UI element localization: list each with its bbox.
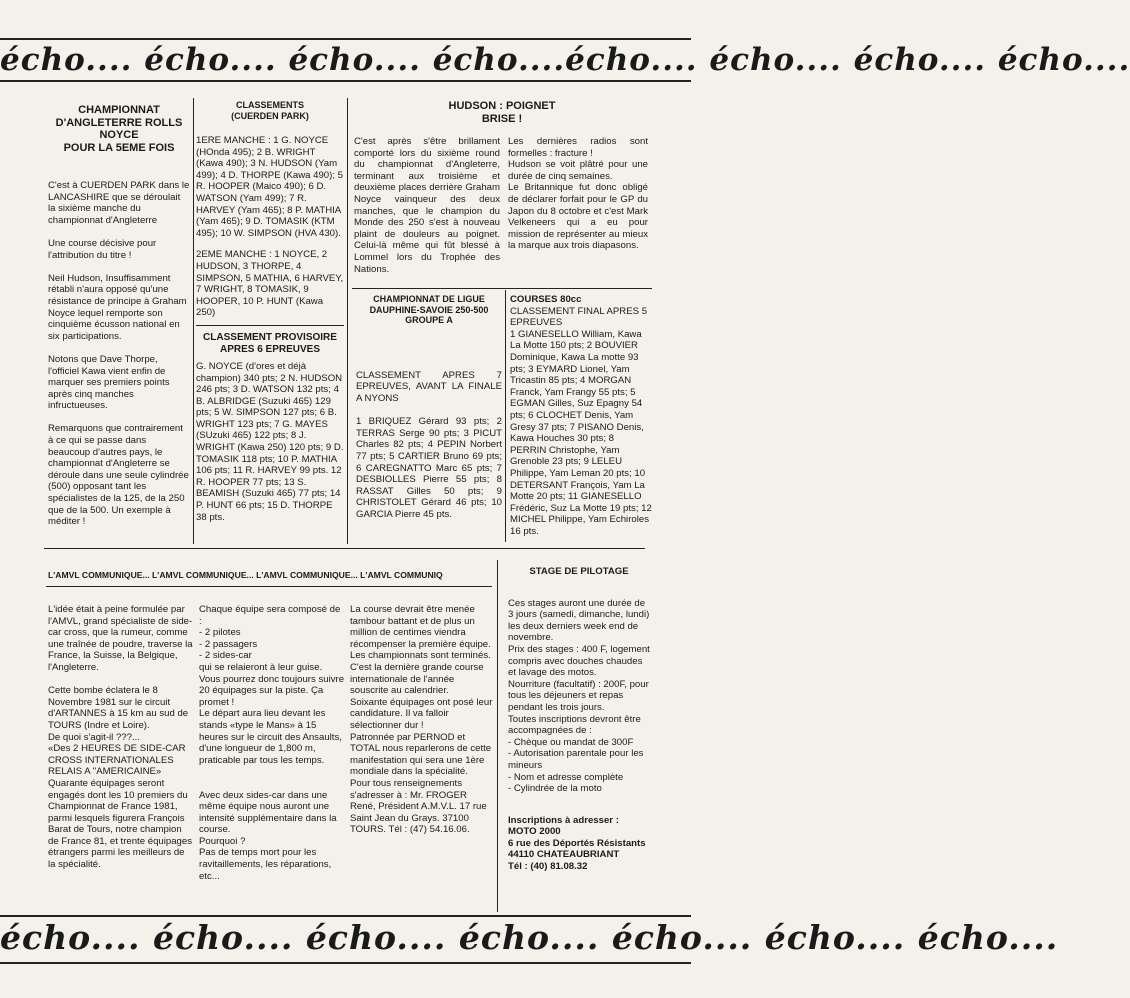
amvl-col2	[199, 604, 345, 912]
column-divider	[505, 290, 506, 542]
column-divider	[497, 560, 498, 912]
column-divider	[347, 98, 348, 544]
courses80-title: COURSES 80cc	[510, 294, 582, 305]
hudson-body-right-col	[508, 136, 648, 286]
courses80-results: 1 GIANESELLO William, Kawa La Motte 150 pts; 2 BOUVIER Dominique, Kawa La motte 93 pts; 3 EYMARD Lionel, Yam Tricastin 85 pts; 4 MORGAN Franck, Yam Frangy 55 pts; 5 EGMAN Gilles, Suz Epagny 54 pts; 6 CLOCHET Denis, Yam Gresy 37 pts; 7 PISANO Denis, Kawa Houches 30 pts; 8 PERRIN Christophe, Yam Grenoble 23 pts; 9 LELEU Philippe, Yam Leman 20 pts; 10 DETERSANT François, Yam La Motte 20 pts; 11 GIANESELLO Frédéric, Suz La Motte 19 pts; 12 MICHEL Philippe, Yam Echiroles 16 pts.	[510, 328, 652, 537]
courses80-article	[510, 294, 652, 544]
section-rule	[352, 288, 652, 289]
ligue-results: 1 BRIQUEZ Gérard 93 pts; 2 TERRAS Serge 90 pts; 3 PICUT Charles 82 pts; 4 PEPIN Norbert 77 pts; 5 CARTIER Bruno 69 pts; 6 CAREGNATTO Marc 65 pts; 7 DESBIOLLES Pierre 55 pts; 8 RASSAT Gilles 50 pts; 9 CHRISTOLET Gérard 46 pts; 10 GARCIA Pierre 45 pts.	[356, 416, 502, 521]
manche2-results: 2EME MANCHE : 1 NOYCE, 2 HUDSON, 3 THORPE, 4 SIMPSON, 5 MATHIA, 6 HARVEY, 7 WRIGHT, 8 TOMASIK, 9 HOOPER, 10 P. HUNT (Kawa 250)	[196, 249, 344, 319]
amvl-body-2: Chaque équipe sera composé de : - 2 pilotes - 2 passagers - 2 sides-car qui se relaieront à leur guise. Vous pourrez donc toujours suivre 20 équipages sur la piste. Ça promet ! Le départ aura lieu devant les stands «type le Mans» à 15 heures sur le circuit des Ansaults, d'une longueur de 1,800 m, praticable par tous les temps. Avec deux sides-car dans une même équipe nous auront une intensité supplémentaire dans la course. Pourquoi ? Pas de temps mort pour les ravitaillements, les réparations, etc...	[199, 604, 345, 882]
noyce-title: CHAMPIONNAT D'ANGLETERRE ROLLS NOYCE POUR LA 5EME FOIS	[55, 104, 183, 154]
amvl-body-1: L'idée était à peine formulée par l'AMVL, grand spécialiste de side-car cross, que la rumeur, comme une traînée de poudre, traverse la France, la Suisse, la Belgique, l'Angleterre. Cette bombe éclatera le 8 Novembre 1981 sur le circuit d'ARTANNES à 15 km au sud de TOURS (Indre et Loire). De quoi s'agit-il ???... «Des 2 HEURES DE SIDE-CAR CROSS INTERNATIONALES RELAIS A "AMERICAINE» Quarante équipages seront engagés dont les 10 premiers du Championnat de France 1981, parmi lesquels figurera François Barat de Tours, notre champion de France 81, et trente équipages étrangers parmi les meilleurs de la spécialité.	[48, 604, 193, 871]
middle-rule	[44, 548, 645, 549]
hudson-body-left: C'est après s'être brillament comporté lors du sixième round du championnat d'Angleterre, terminant aux troisième et deuxième places derrière Graham Noyce vainqueur des deux manches, que le champion du Monde des 250 s'est à nouveau plaint de douleurs au poignet. Celui-là même qui fût blessé à Lommel lors du Trophée des Nations.	[354, 136, 500, 275]
stage-address: Inscriptions à adresser : MOTO 2000 6 rue des Déportés Résistants 44110 CHATEAUBRIANT Tél : (40) 81.08.32	[508, 814, 646, 873]
stage-body: Ces stages auront une durée de 3 jours (samedi, dimanche, lundi) les deux derniers week end de novembre. Prix des stages : 400 F, logement compris avec douches chaudes et lavage des motos. Nourriture (facultatif) : 200F, pour tous les déjeuners et repas pendant les trois jours. Toutes inscriptions devront être accompagnées de : - Chèque ou mandat de 300F - Autorisation parentale pour les mineurs - Nom et adresse complète - Cylindrée de la moto	[508, 597, 650, 795]
stage-title: STAGE DE PILOTAGE	[529, 566, 629, 577]
provisoire-title: CLASSEMENT PROVISOIRE APRES 6 EPREUVES	[203, 331, 337, 356]
ligue-title: CHAMPIONNAT DE LIGUE DAUPHINE-SAVOIE 250-500 GROUPE A	[369, 294, 489, 325]
echo-banner-bottom: écho.... écho.... écho.... écho.... écho.... écho.... écho....	[0, 918, 1059, 957]
amvl-col3	[350, 604, 494, 912]
echo-banner-top: écho.... écho.... écho.... écho....écho.... écho.... écho.... écho....	[0, 42, 1130, 78]
amvl-rule	[46, 586, 492, 587]
ligue-subtitle: CLASSEMENT APRES 7 EPREUVES, AVANT LA FINALE A NYONS	[356, 369, 502, 404]
amvl-col1	[48, 604, 194, 912]
classements-article	[196, 100, 344, 545]
courses80-subtitle: CLASSEMENT FINAL APRES 5 EPREUVES	[510, 305, 648, 329]
bottom-rule-lower	[0, 962, 691, 964]
hudson-body-left-col	[354, 136, 500, 286]
classements-title: CLASSEMENTS (CUERDEN PARK)	[231, 100, 309, 121]
amvl-ticker: L'AMVL COMMUNIQUE... L'AMVL COMMUNIQUE... L'AMVL COMMUNIQUE... L'AMVL COMMUNIQ	[48, 570, 443, 580]
amvl-body-3: La course devrait être menée tambour battant et de plus un million de centimes viendra récompenser la première équipe. Les championnats sont terminés. C'est la dernière grande course internationale de l'année souscrite au calendrier. Soixante équipages ont posé leur candidature. Il va falloir sélectionner dur ! Patronnée par PERNOD et TOTAL nous reparlerons de cette manifestation qui sera une 1ère mondiale dans la spécialité. Pour tous renseignements s'adresser à : Mr. FROGER René, Président A.M.V.L. 17 rue Saint Jean du Grays. 37100 TOURS. Tél : (47) 54.16.06.	[350, 604, 493, 836]
provisoire-rule	[196, 325, 344, 326]
ligue-article	[356, 294, 502, 542]
provisoire-results: G. NOYCE (d'ores et déjà champion) 340 pts; 2 N. HUDSON 246 pts; 3 D. WATSON 132 pts; 4 B. ALBRIDGE (Suzuki 465) 129 pts; 5 W. SIMPSON 127 pts; 6 B. WRIGHT 123 pts; 7 G. MAYES (SUzuki 465) 122 pts; 8 J. WRIGHT (Kawa 250) 120 pts; 9 D. TOMASIK 118 pts; 10 P. MATHIA 106 pts; 11 R. HARVEY 99 pts. 12 R. HOOPER 77 pts; 13 S. BEAMISH (Suzuki 465) 77 pts; 14 P. HUNT 66 pts; 15 D. THORPE 38 pts.	[196, 360, 344, 523]
top-rule-lower	[0, 80, 691, 82]
column-divider	[193, 98, 194, 544]
noyce-article	[48, 104, 190, 549]
hudson-body-right: Les dernières radios sont formelles : fracture ! Hudson se voit plâtré pour une durée de cinq semaines. Le Britannique fut donc obligé de déclarer forfait pour le GP du Japon du 8 octobre et c'est Mark Velkeneers qui a eu pour mission de représenter au mieux la marque aux trois diapasons.	[508, 136, 648, 252]
hudson-title: HUDSON : POIGNET BRISE !	[448, 100, 556, 125]
noyce-body: C'est à CUERDEN PARK dans le LANCASHIRE que se déroulait la sixième manche du championnat d'Angleterre Une course décisive pour l'attribution du titre ! Neil Hudson, Insuffisamment rétabli n'aura opposé qu'une résistance de principe à Graham Noyce lequel remporte son cinquième écusson national en six participations. Notons que Dave Thorpe, l'officiel Kawa vient enfin de marquer ses premiers points après cinq manches infructueuses. Remarquons que contrairement à ce qui se passe dans beaucoup d'autres pays, le championnat d'Angleterre se déroule dans une seule cylindrée (500) opposant tant les spécialistes de la 125, de la 250 que de la 500. Un exemple à méditer !	[48, 180, 190, 528]
stage-article	[508, 566, 650, 916]
manche1-results: 1ERE MANCHE : 1 G. NOYCE (HOnda 495); 2 B. WRIGHT (Kawa 490); 3 N. HUDSON (Yam 499); 4 D. THORPE (Kawa 490); 5 R. HOOPER (Maico 490); 6 D. WATSON (Yam 499); 7 R. HARVEY (Yam 465); 8 P. MATHIA (Yam 465); 9 D. TOMASIK (KTM 495); 10 W. SIMPSON (HVA 430).	[196, 135, 343, 239]
